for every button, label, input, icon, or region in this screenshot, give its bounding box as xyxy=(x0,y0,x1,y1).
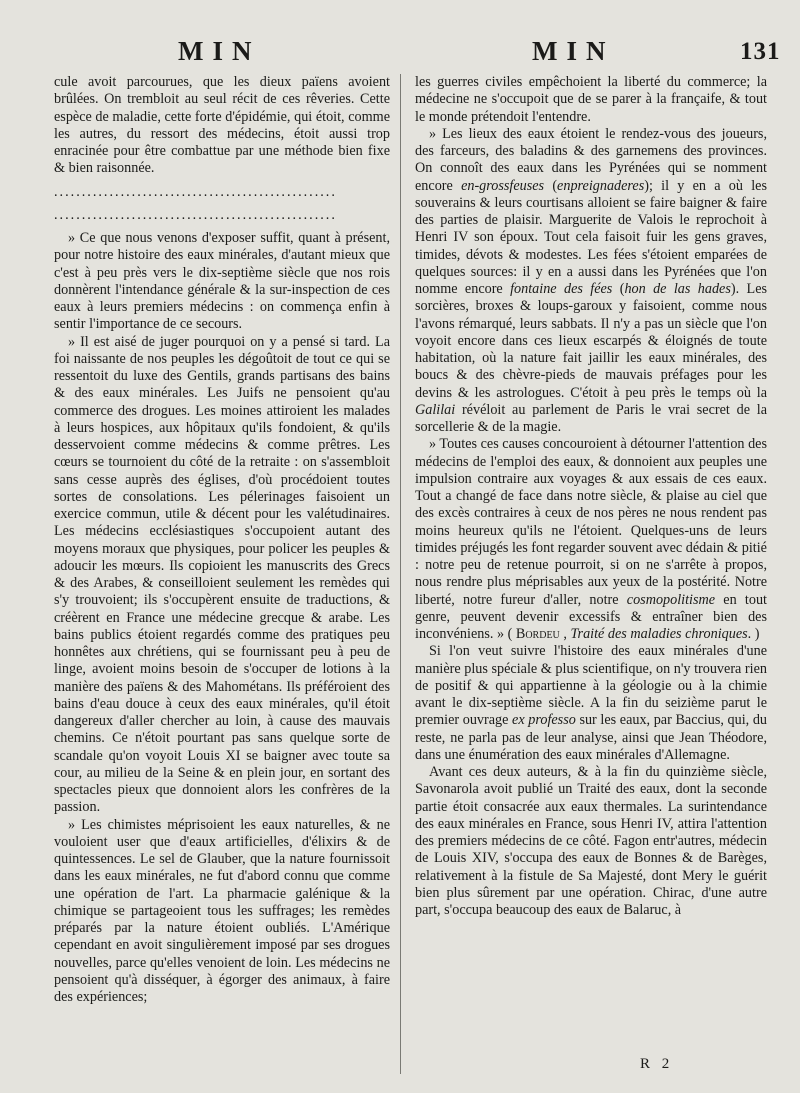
signature-mark: R 2 xyxy=(640,1056,674,1072)
source-title: Traité des maladies chroniques xyxy=(570,626,748,642)
text-run: ( xyxy=(544,177,558,194)
italic-term: fontaine des fées xyxy=(510,281,613,297)
right-column xyxy=(415,74,767,1074)
italic-term: enpreignaderes xyxy=(557,177,645,194)
text-run: en tout genre, peuvent devenir excessifs & entraîner bien des inconvéniens. » ( xyxy=(415,591,767,642)
paragraph: les guerres civiles empêchoient la liberté du commerce; la médecine ne s'occupoit que de se parer à la françaife, & tout le monde prétendoit l'entendre. xyxy=(415,74,767,125)
paragraph xyxy=(415,126,767,437)
paragraph: Avant ces deux auteurs, & à la fin du quinzième siècle, Savonarola avoit publié un Traité des eaux, dont la seconde partie étoit consacrée aux eaux thermales. La surintendance des eaux minérales en France, sous Henri IV, attira l'attention des premiers médecins de ce côté. Fagon entr'autres, médecin de Louis XIV, s'occupa des eaux de Bonnes & de Barèges, relativement à la fistule de Sa Majesté, dont Mery le guérit bien plus sûrement par une opération. Chirac, d'une autre part, s'occupa beaucoup des eaux de Balaruc, à xyxy=(415,764,767,918)
column-divider xyxy=(400,74,401,1074)
ellipsis-row: ................................................... xyxy=(54,206,337,223)
running-head-left: MIN xyxy=(178,36,261,66)
paragraph: » Il est aisé de juger pourquoi on y a pensé si tard. La foi naissante de nos peuples les dégoûtoit de tout ce qui se ressentoit du luxe des Gentils, grands partisans des bains & des eaux minérales. Les Juifs ne pensoient qu'au commerce des drogues. Les moines attiroient les malades à leurs hospices, aux hôpitaux qu'ils fondoient, & qu'ils desservoient comme médecins & comme prêtres. Les cœurs se tournoient du côté de la retraite : on s'assembloit sans cesse auprès des églises, d'où procédoient toutes sortes de consolations. Les pélerinages faisoient un exercice commun, utile & décent pour les valétudinaires. Les médecins ecclésiastiques s'occupoient autant des moyens moraux que physiques, pour policer les peuples & adoucir les mœurs. Ils copioient les manuscrits des Grecs & des Arabes, & conseilloient seulement les remèdes qui s'y trouvoient; ils s'occupèrent ensuite de traductions, & créèrent en France une médecine grecque & arabe. Les bains publics étoient regardés comme des pratiques peu honnêtes aux chrétiens, qui se fournissant peu à peu de linge, avoient moins besoin de s'occuper de lotions à la manière des païens & des Mahométans. Ils préféroient des bains d'eau douce à ceux des eaux minérales, qu'il étoit dangereux d'aller chercher au loin, à cause des mauvais chemins. Ce n'étoit pourtant pas sans quelque sorte de scandale qu'on voyoit Louis XI se baigner avec toute sa cour, au milieu de la Seine & en plein jour, en sortant des spectacles pieux que donnoient alors les confrères de la passion. xyxy=(54,333,390,816)
italic-term: cosmopolitisme xyxy=(626,591,716,608)
ellipsis-row: ................................................... xyxy=(54,183,337,200)
paragraph xyxy=(415,436,767,643)
italic-term: ex professo xyxy=(512,712,576,729)
source-author: Bordeu xyxy=(515,626,560,642)
text-run: ( xyxy=(612,281,625,297)
text-run: ); il y en a où les souverains & leurs courtisans alloient se faire baigner & faire des parties de plaisir. Marguerite de Valois le reprochoit à Henri IV son époux. Tout cela faisoit fuir les gens graves, timides, dévots & modestes. Les fées s'étoient emparées de quelques sources: il y en a aussi dans les Pyrénées que l'on nomme encore xyxy=(415,177,767,297)
text-run: » Toutes ces causes concouroient à détourner l'attention des médecins de l'emploi des eaux, & donnoient aux peuples une impulsion contraire aux voyages & aux essais de ces eaux. Tout a changé de face dans notre siècle, & plaise au ciel que des excès contraires à ceux de nos pères ne nous rendent pas moins heureux qu'ils ne l'étoient. Quelques-uns de leurs timides préjugés les font regarder souvent avec dédain & pitié : notre peu de retenue pourroit, si on ne s'arrête à propos, nous rendre plus méprisables aux yeux de la postérité. Notre liberté, notre fureur d'aller, notre xyxy=(415,436,767,608)
paragraph: » Ce que nous venons d'exposer suffit, quant à présent, pour notre histoire des eaux minérales, d'autant mieux que c'est à peu près vers le dix-septième siècle que nos rois donnèrent l'intendance générale & la sur-inspection de ces eaux à leurs premiers médecins : on commença enfin à sentir l'importance de ce secours. xyxy=(54,230,390,333)
text-run: ). Les sorcières, broxes & loups-garoux y faisoient, comme nous l'avons rémarqué, leurs sabbats. Il n'y a pas un siècle que l'on voyoit encore dans ces lieux escarpés & éloignés de toute habitation, où la nature fait jaillir les eaux minérales, des boucs & des chèvre-pieds de mauvais préfages pour les devins & les astrologues. C'étoit à peu près le temps où la xyxy=(415,281,767,401)
italic-term: en-grossfeuses xyxy=(461,177,545,194)
running-head-right: MIN xyxy=(532,36,615,66)
text-run: Si l'on veut suivre l'histoire des eaux minérales d'une manière plus spéciale & plus scientifique, on n'y trouvera rien de positif & qui appartienne à la géologie ou à la chimie avant le dix-septième siècle. A la fin du seizième parut le premier ouvrage xyxy=(415,643,767,729)
text-run: sur les eaux, par Baccius, qui, du reste, ne parla pas de leur analyse, ainsi que Jean Théodore, dans une énumération des eaux minérales d'Allemagne. xyxy=(415,712,767,763)
text-run: » Les lieux des eaux étoient le rendez-vous des joueurs, des farceurs, des baladins & des garnemens des provinces. On connoît des eaux dans les Pyrénées qui se nomment encore xyxy=(415,125,767,194)
italic-term: hon de las hades xyxy=(624,281,731,297)
paragraph: » Les chimistes méprisoient les eaux naturelles, & ne vouloient user que d'eaux artificielles, d'élixirs & de quintessences. Le sel de Glauber, que la nature fournissoit dans les eaux minérales, ne fut d'abord connu que comme une opération de l'art. La pharmacie galénique & la chimique se partageoient tous les suffrages; les remèdes préparés par la nature étoient oubliés. L'Amérique cependant en avoit singulièrement imposé par ses drogues nouvelles, parce qu'elles venoient de loin. Les médecins ne pensoient qu'à disséquer, à égorger des animaux, à faire des expériences; xyxy=(54,816,390,1005)
page-number: 131 xyxy=(740,38,781,65)
text-run: . ) xyxy=(747,626,760,642)
left-column xyxy=(54,74,390,1074)
paragraph xyxy=(415,643,767,764)
text-run: , xyxy=(559,626,571,642)
italic-term: Galilai xyxy=(415,401,456,418)
paragraph: cule avoit parcourues, que les dieux païens avoient brûlées. On trembloit au seul récit de ces rêveries. Cette espèce de maladie, cette forte d'épidémie, qui étoit, comme les autres, du ressort des médecins, étoit aussi trop enracinée pour être combattue par une méthode bien fixe & bien raisonnée. xyxy=(54,74,390,177)
running-head xyxy=(0,36,800,70)
text-run: révéloit au parlement de Paris le vrai secret de la sorcellerie & de la magie. xyxy=(415,401,767,435)
